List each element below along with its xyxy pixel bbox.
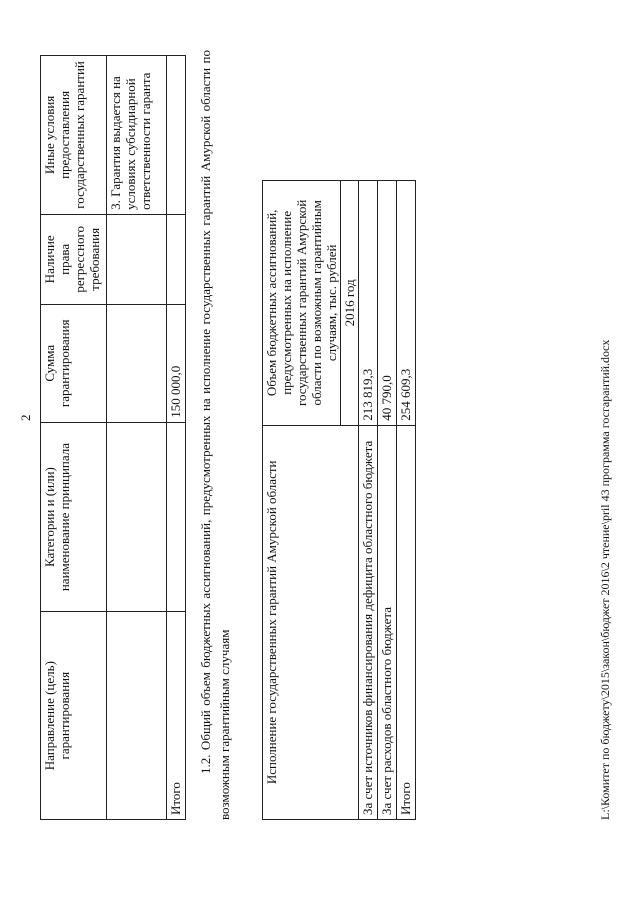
total-principal	[167, 422, 186, 612]
header-principal: Категории и (или) наименование принципала	[41, 422, 107, 612]
total-label: Итого	[167, 612, 186, 820]
row-label: За счет источников финансирования дефицита областного бюджета	[359, 425, 378, 819]
row-value: 254 609,3	[397, 181, 416, 426]
table-total-row	[167, 56, 186, 820]
header-appropriations: Объем бюджетных ассигнований, предусмотренных на исполнение государственных гарантий Амурской области по возможным гарантийным случаям, тыс. рублей	[263, 181, 341, 426]
header-direction: Направление (цель) гарантирования	[41, 612, 107, 820]
row-value: 40 790,0	[378, 181, 397, 426]
cell-regress	[107, 214, 167, 304]
file-path-footer: L:\Комитет по бюджету\2015\закон\бюджет 2016\2 чтение\pril 43 программа госгарантий.docx	[598, 339, 612, 820]
cell-direction	[107, 612, 167, 820]
table-total-row	[397, 181, 416, 820]
paragraph-text: Общий объем бюджетных ассигнований, предусмотренных на исполнение государственных гарантий Амурской области по возможным гарантийным случаям	[198, 50, 232, 820]
guarantees-table	[40, 55, 186, 820]
table-header-row	[263, 181, 341, 820]
cell-principal	[107, 422, 167, 612]
header-other-conditions: Иные условия предоставления государственных гарантий	[41, 56, 107, 215]
row-label: За счет расходов областного бюджета	[378, 425, 397, 819]
header-execution: Исполнение государственных гарантий Амурской области	[263, 425, 359, 819]
table-row	[378, 181, 397, 820]
cell-amount	[107, 304, 167, 422]
row-label: Итого	[397, 425, 416, 819]
section-paragraph	[196, 50, 234, 820]
header-year: 2016 год	[341, 181, 359, 426]
table-row	[359, 181, 378, 820]
total-other	[167, 56, 186, 215]
paragraph-number: 1.2.	[198, 754, 213, 774]
total-regress	[167, 214, 186, 304]
cell-other-conditions: 3. Гарантия выдается на условиях субсидиарной ответственности гаранта	[107, 56, 167, 215]
header-amount: Сумма гарантирования	[41, 304, 107, 422]
table-row	[107, 56, 167, 820]
row-value: 213 819,3	[359, 181, 378, 426]
table-header-row	[41, 56, 107, 820]
total-amount: 150 000,0	[167, 304, 186, 422]
appropriations-table	[262, 180, 416, 820]
page-number: 2	[18, 414, 33, 421]
header-regress: Наличие права регрессного требования	[41, 214, 107, 304]
